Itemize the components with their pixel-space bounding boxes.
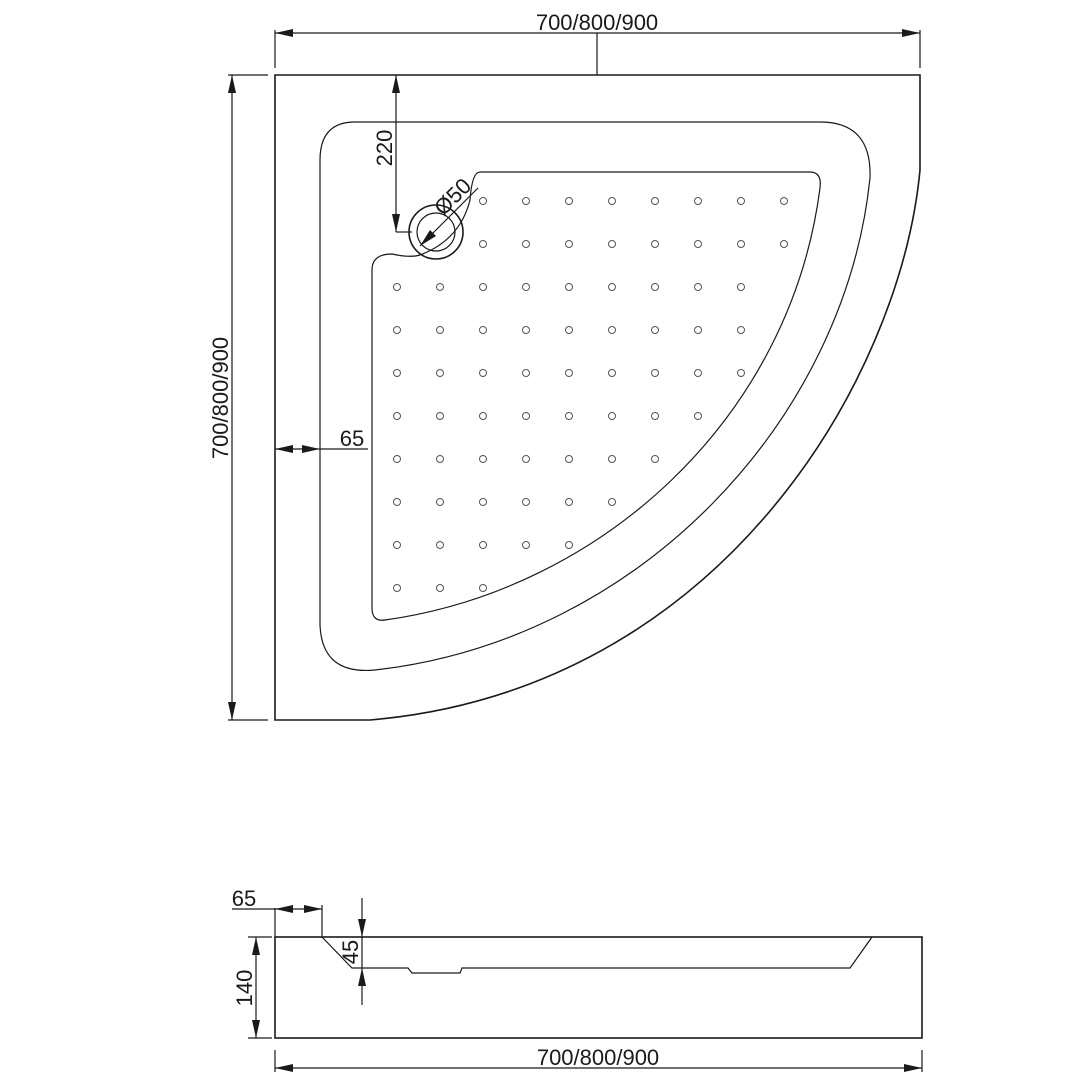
anti-slip-dot — [394, 542, 401, 549]
anti-slip-dot — [480, 198, 487, 205]
anti-slip-dot — [480, 542, 487, 549]
left-depth-label: 700/800/900 — [208, 336, 233, 460]
anti-slip-dot — [781, 241, 788, 248]
drain-inner-circle — [417, 213, 455, 251]
anti-slip-dot — [652, 198, 659, 205]
anti-slip-dot — [437, 370, 444, 377]
anti-slip-dot — [437, 413, 444, 420]
anti-slip-dot — [609, 284, 616, 291]
anti-slip-dot — [609, 370, 616, 377]
side-depth-label: 45 — [338, 939, 363, 965]
anti-slip-dot — [523, 413, 530, 420]
anti-slip-dot — [394, 413, 401, 420]
anti-slip-dot — [652, 413, 659, 420]
anti-slip-dot — [652, 327, 659, 334]
anti-slip-dot — [566, 542, 573, 549]
anti-slip-dot — [738, 198, 745, 205]
anti-slip-dot — [394, 585, 401, 592]
side-depth-dimension — [338, 898, 366, 1005]
drain-offset-label: 220 — [372, 129, 397, 167]
anti-slip-dot — [523, 198, 530, 205]
anti-slip-dot — [609, 413, 616, 420]
anti-slip-dot — [566, 456, 573, 463]
anti-slip-dot — [695, 241, 702, 248]
anti-slip-dot — [394, 370, 401, 377]
anti-slip-dot — [738, 327, 745, 334]
rim-width-dimension — [275, 426, 368, 453]
side-width-dimension — [275, 1045, 922, 1072]
anti-slip-dot — [480, 284, 487, 291]
anti-slip-dot — [523, 499, 530, 506]
anti-slip-dot — [437, 585, 444, 592]
anti-slip-dot — [781, 198, 788, 205]
anti-slip-dot — [480, 499, 487, 506]
anti-slip-dot — [566, 499, 573, 506]
anti-slip-dot — [394, 499, 401, 506]
top-width-label: 700/800/900 — [535, 10, 659, 35]
anti-slip-dot — [523, 370, 530, 377]
anti-slip-dot — [437, 456, 444, 463]
anti-slip-dot — [695, 198, 702, 205]
anti-slip-dot — [480, 370, 487, 377]
anti-slip-dot — [437, 542, 444, 549]
anti-slip-dot — [609, 499, 616, 506]
left-depth-dimension — [208, 75, 268, 720]
anti-slip-dot — [566, 413, 573, 420]
anti-slip-dot — [480, 327, 487, 334]
drain-diameter-label: Ø50 — [429, 173, 477, 221]
anti-slip-dot — [566, 241, 573, 248]
anti-slip-dot — [609, 198, 616, 205]
anti-slip-dot — [566, 370, 573, 377]
anti-slip-dot — [609, 241, 616, 248]
tray-basin-contour — [372, 172, 820, 620]
anti-slip-dot — [523, 456, 530, 463]
anti-slip-dot — [566, 198, 573, 205]
anti-slip-dot — [480, 413, 487, 420]
anti-slip-dot — [695, 284, 702, 291]
anti-slip-dot — [695, 327, 702, 334]
anti-slip-dot — [652, 370, 659, 377]
anti-slip-dot — [523, 327, 530, 334]
side-basin-profile — [322, 937, 872, 973]
anti-slip-dot — [437, 284, 444, 291]
drain-diameter-leader — [420, 173, 478, 246]
side-width-label: 700/800/900 — [536, 1045, 660, 1070]
anti-slip-dot — [394, 456, 401, 463]
anti-slip-dot — [695, 370, 702, 377]
anti-slip-dot — [695, 413, 702, 420]
anti-slip-dot — [480, 456, 487, 463]
anti-slip-dot — [738, 370, 745, 377]
top-width-dimension — [275, 10, 920, 75]
anti-slip-dot — [480, 585, 487, 592]
anti-slip-dot — [738, 241, 745, 248]
side-rim-dimension — [232, 886, 322, 937]
drain-offset-dimension — [372, 75, 412, 232]
rim-width-label: 65 — [339, 426, 365, 451]
anti-slip-dots — [394, 198, 788, 592]
anti-slip-dot — [523, 284, 530, 291]
side-rim-label: 65 — [231, 886, 257, 911]
anti-slip-dot — [394, 327, 401, 334]
anti-slip-dot — [609, 456, 616, 463]
anti-slip-dot — [437, 499, 444, 506]
side-view — [232, 886, 922, 1072]
anti-slip-dot — [394, 284, 401, 291]
side-height-dimension — [232, 937, 272, 1038]
tray-rim-contour — [320, 122, 870, 670]
anti-slip-dot — [566, 327, 573, 334]
anti-slip-dot — [738, 284, 745, 291]
anti-slip-dot — [523, 542, 530, 549]
anti-slip-dot — [609, 327, 616, 334]
side-height-label: 140 — [232, 969, 257, 1007]
anti-slip-dot — [652, 284, 659, 291]
anti-slip-dot — [523, 241, 530, 248]
anti-slip-dot — [437, 327, 444, 334]
anti-slip-dot — [652, 241, 659, 248]
anti-slip-dot — [480, 241, 487, 248]
anti-slip-dot — [652, 456, 659, 463]
top-view — [208, 10, 920, 720]
anti-slip-dot — [566, 284, 573, 291]
side-body-outline — [275, 937, 922, 1038]
